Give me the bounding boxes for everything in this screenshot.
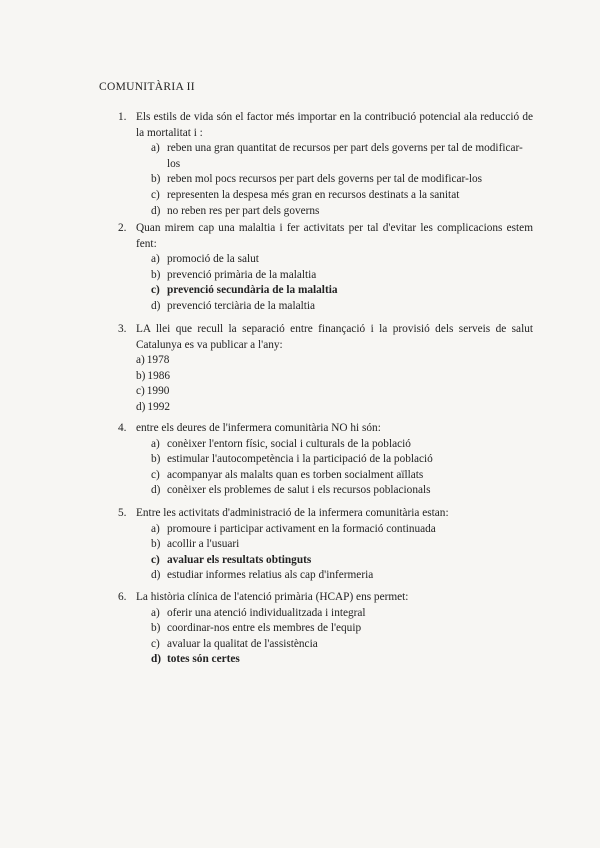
options-list <box>118 353 533 415</box>
option-text: 1992 <box>147 400 171 413</box>
question-stem <box>118 590 533 606</box>
option-letter: c) <box>151 188 160 201</box>
option-text: 1986 <box>147 369 171 382</box>
option-letter: a) <box>151 522 160 535</box>
option-a <box>118 522 533 538</box>
option-text: promoure i participar activament en la formació continuada <box>167 522 436 535</box>
question-stem <box>118 421 533 437</box>
question-number: 4. <box>118 422 127 434</box>
option-text: estimular l'autocompetència i la participació de la població <box>167 453 433 466</box>
option-letter: b) <box>151 538 161 551</box>
option-text: avaluar els resultats obtinguts <box>167 553 312 566</box>
option-text: 1990 <box>146 385 170 398</box>
question-6 <box>118 590 533 668</box>
option-b <box>118 537 533 553</box>
question-2 <box>118 221 533 315</box>
options-list <box>118 141 533 219</box>
option-letter: a) <box>151 606 160 619</box>
option-letter: d) <box>151 204 161 217</box>
option-b <box>118 452 533 468</box>
option-b <box>118 172 533 188</box>
option-letter: a) <box>151 437 160 450</box>
option-d <box>118 400 533 416</box>
option-letter: b) <box>151 622 161 635</box>
option-text: prevenció secundària de la malaltia <box>167 284 338 297</box>
option-letter: c) <box>151 553 160 566</box>
question-number: 5. <box>118 507 127 519</box>
question-5 <box>118 506 533 584</box>
option-letter: a) <box>151 142 160 155</box>
option-d <box>118 204 533 220</box>
option-a <box>118 353 533 369</box>
question-number: 6. <box>118 591 127 603</box>
option-b <box>118 369 533 385</box>
question-stem <box>118 110 533 141</box>
question-text: La història clínica de l'atenció primària (HCAP) ens permet: <box>136 591 409 603</box>
document-title: COMUNITÀRIA II <box>99 81 195 93</box>
option-letter: b) <box>136 369 146 382</box>
question-text: LA llei que recull la separació entre finançació i la provisió dels serveis de salut Catalunya es va publicar a l'any: <box>136 323 533 351</box>
question-stem <box>118 322 533 353</box>
option-b <box>118 268 533 284</box>
option-b <box>118 621 533 637</box>
question-stem <box>118 506 533 522</box>
option-text: promoció de la salut <box>167 253 259 266</box>
option-letter: d) <box>151 569 161 582</box>
option-letter: b) <box>151 453 161 466</box>
option-text: estudiar informes relatius als cap d'infermeria <box>167 569 374 582</box>
option-text: no reben res per part dels governs <box>167 204 320 217</box>
option-letter: d) <box>151 484 161 497</box>
option-d <box>118 299 533 315</box>
option-c <box>118 553 533 569</box>
option-c <box>118 637 533 653</box>
option-a <box>118 606 533 622</box>
question-text: Entre les activitats d'administració de la infermera comunitària estan: <box>136 507 449 519</box>
option-text: representen la despesa més gran en recursos destinats a la sanitat <box>167 188 460 201</box>
option-text: reben una gran quantitat de recursos per part dels governs per tal de modificar-los <box>167 142 523 170</box>
option-c <box>118 283 533 299</box>
option-text: conèixer l'entorn físic, social i culturals de la població <box>167 437 411 450</box>
option-text: acompanyar als malalts quan es torben socialment aïllats <box>167 468 424 481</box>
question-number: 3. <box>118 323 127 335</box>
option-letter: c) <box>136 385 145 398</box>
options-list <box>118 437 533 499</box>
option-text: reben mol pocs recursos per part dels governs per tal de modificar-los <box>167 173 483 186</box>
question-3 <box>118 322 533 416</box>
option-letter: a) <box>136 354 145 367</box>
option-d <box>118 652 533 668</box>
option-letter: a) <box>151 253 160 266</box>
question-stem <box>118 221 533 252</box>
option-a <box>118 141 533 172</box>
options-list <box>118 522 533 584</box>
question-number: 2. <box>118 222 127 234</box>
option-letter: b) <box>151 268 161 281</box>
option-text: prevenció primària de la malaltia <box>167 268 317 281</box>
option-d <box>118 483 533 499</box>
option-letter: c) <box>151 284 160 297</box>
option-c <box>118 468 533 484</box>
option-letter: d) <box>151 299 161 312</box>
option-text: coordinar-nos entre els membres de l'equip <box>167 622 362 635</box>
option-d <box>118 568 533 584</box>
option-letter: c) <box>151 468 160 481</box>
options-list <box>118 252 533 314</box>
option-c <box>118 384 533 400</box>
question-text: entre els deures de l'infermera comunitària NO hi són: <box>136 422 381 434</box>
option-text: acollir a l'usuari <box>167 538 240 551</box>
question-1 <box>118 110 533 219</box>
option-letter: c) <box>151 637 160 650</box>
option-letter: d) <box>151 653 162 666</box>
question-text: Els estils de vida són el factor més importar en la contribució potencial ala reducció de la mortalitat i : <box>136 111 533 139</box>
option-text: totes són certes <box>167 653 240 666</box>
option-a <box>118 252 533 268</box>
question-4 <box>118 421 533 499</box>
question-text: Quan mirem cap una malaltia i fer activitats per tal d'evitar les complicacions estem fent: <box>136 222 533 250</box>
option-text: 1978 <box>146 354 170 367</box>
option-c <box>118 188 533 204</box>
options-list <box>118 606 533 668</box>
option-text: prevenció terciària de la malaltia <box>167 299 316 312</box>
question-number: 1. <box>118 111 127 123</box>
option-a <box>118 437 533 453</box>
option-text: oferir una atenció individualitzada i integral <box>167 606 366 619</box>
option-letter: d) <box>136 400 146 413</box>
option-letter: b) <box>151 173 161 186</box>
option-text: avaluar la qualitat de l'assistència <box>167 637 318 650</box>
option-text: conèixer els problemes de salut i els recursos poblacionals <box>167 484 431 497</box>
